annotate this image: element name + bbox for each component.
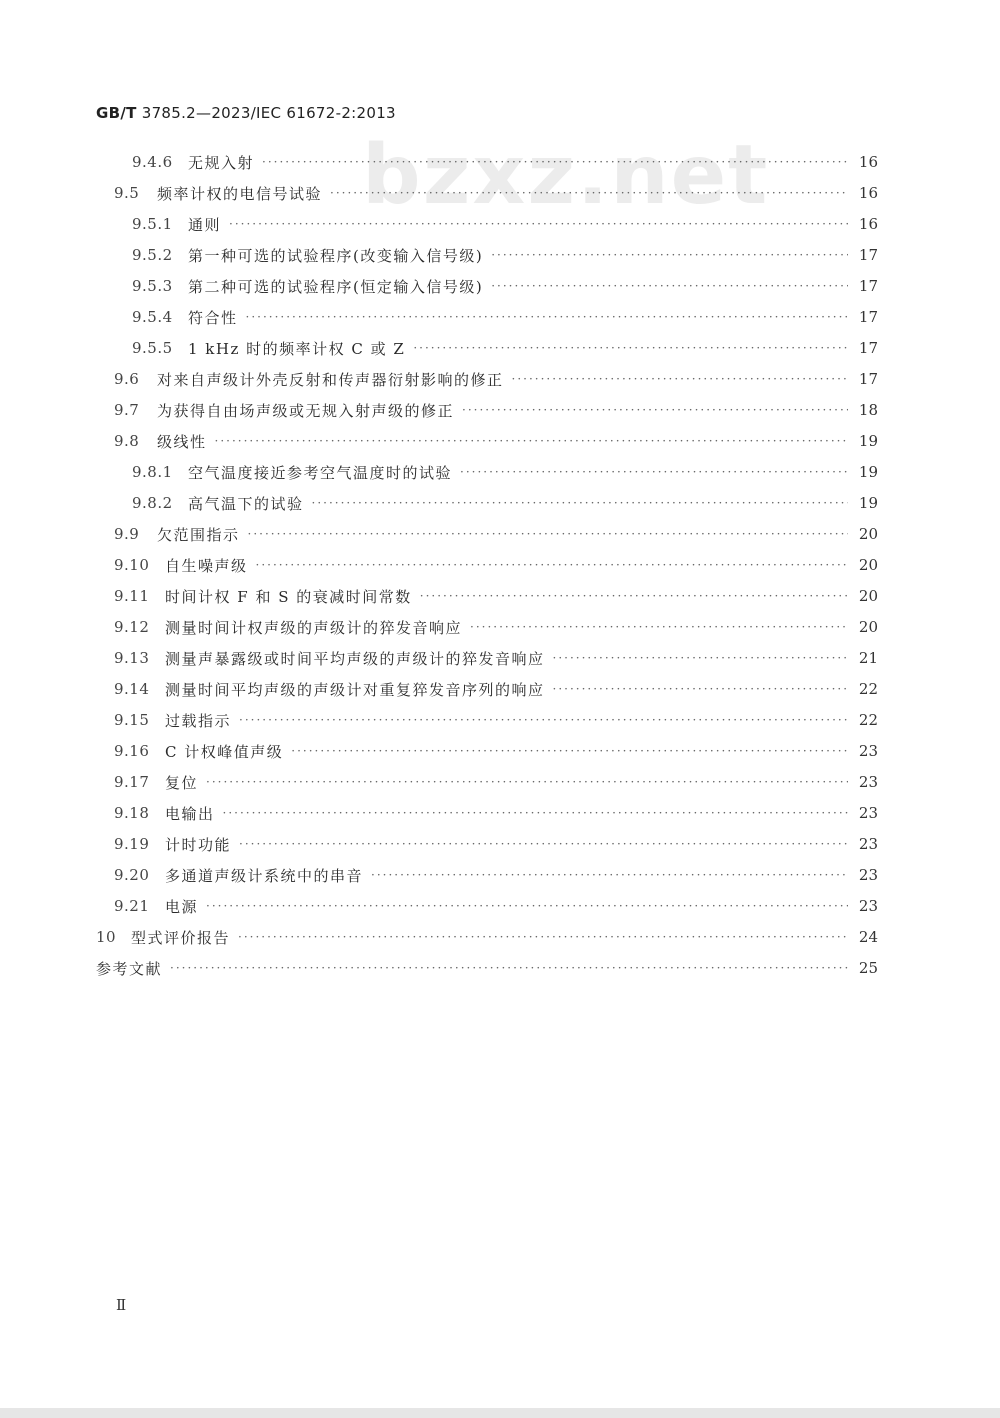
toc-entry-number: 9.8.2 [132,494,173,512]
toc-entry-title: 自生噪声级 [165,556,248,575]
toc-entry-title: 高气温下的试验 [188,494,304,513]
toc-leader-dots [512,372,848,386]
toc-leader-dots [239,713,848,727]
toc-entry-number: 9.8 [114,432,140,450]
toc-entry-title: 过载指示 [165,711,232,730]
toc-entry[interactable] [114,367,878,391]
toc-entry-number: 10 [96,928,117,946]
toc-entry-title: 为获得自由场声级或无规入射声级的修正 [157,401,455,420]
toc-entry-title: 计时功能 [165,835,232,854]
toc-entry-title: 1 kHz 时的频率计权 C 或 Z [188,339,406,358]
toc-entry-number: 9.5.4 [132,308,173,326]
toc-page-number: 16 [858,153,878,171]
toc-entry[interactable] [114,522,878,546]
toc-page-number: 23 [858,835,878,853]
toc-entry[interactable] [96,925,878,949]
toc-leader-dots [239,837,848,851]
toc-entry[interactable] [114,863,878,887]
toc-entry-number: 9.9 [114,525,140,543]
toc-entry-number: 9.8.1 [132,463,173,481]
toc-entry-title: 参考文献 [96,959,163,978]
toc-entry[interactable] [114,677,878,701]
toc-entry[interactable] [132,305,878,329]
toc-page-number: 25 [858,959,878,977]
toc-entry[interactable] [132,274,878,298]
toc-entry-number: 9.21 [114,897,150,915]
toc-page-number: 22 [858,711,878,729]
toc-entry-number: 9.5.2 [132,246,173,264]
toc-entry[interactable] [114,646,878,670]
toc-entry-number: 9.5 [114,184,140,202]
toc-entry-title: 第二种可选的试验程序(恒定输入信号级) [188,277,484,296]
toc-entry-title: 电输出 [165,804,215,823]
toc-entry-number: 9.19 [114,835,150,853]
toc-leader-dots [215,434,848,448]
toc-page-number: 17 [858,246,878,264]
toc-leader-dots [206,899,848,913]
toc-entry[interactable] [132,150,878,174]
toc-entry-title: 多通道声级计系统中的串音 [165,866,364,885]
toc-leader-dots [462,403,848,417]
toc-entry[interactable] [114,584,878,608]
toc-entry-number: 9.5.3 [132,277,173,295]
toc-page-number: 20 [858,556,878,574]
toc-entry-title: 无规入射 [188,153,255,172]
toc-page-number: 20 [858,618,878,636]
toc-entry-number: 9.20 [114,866,150,884]
toc-page-number: 19 [858,494,878,512]
toc-entry-title: 电源 [165,897,199,916]
toc-entry[interactable] [114,770,878,794]
toc-entry[interactable] [114,615,878,639]
toc-entry[interactable] [114,894,878,918]
toc-leader-dots [553,651,848,665]
toc-entry-title: 对来自声级计外壳反射和传声器衍射影响的修正 [157,370,504,389]
toc-entry-title: C 计权峰值声级 [165,742,284,761]
toc-leader-dots [256,558,848,572]
toc-entry-number: 9.5.5 [132,339,173,357]
toc-page-number: 16 [858,215,878,233]
toc-entry-number: 9.13 [114,649,150,667]
toc-entry-number: 9.11 [114,587,150,605]
toc-leader-dots [246,310,848,324]
toc-entry-title: 通则 [188,215,222,234]
toc-entry[interactable] [114,398,878,422]
toc-entry-title: 空气温度接近参考空气温度时的试验 [188,463,453,482]
toc-leader-dots [248,527,848,541]
toc-page-number: 17 [858,370,878,388]
toc-leader-dots [291,744,848,758]
toc-page-number: 21 [858,649,878,667]
toc-entry-title: 频率计权的电信号试验 [157,184,323,203]
toc-entry[interactable] [114,553,878,577]
toc-entry[interactable] [114,708,878,732]
toc-entry[interactable] [114,429,878,453]
toc-entry-title: 测量声暴露级或时间平均声级的声级计的猝发音响应 [165,649,545,668]
toc-leader-dots [491,279,848,293]
toc-entry[interactable] [132,336,878,360]
toc-entry[interactable] [114,801,878,825]
toc-page-number: 24 [858,928,878,946]
toc-entry-title: 第一种可选的试验程序(改变输入信号级) [188,246,484,265]
toc-entry-title: 复位 [165,773,199,792]
toc-page-number: 17 [858,308,878,326]
toc-entry-number: 9.15 [114,711,150,729]
toc-leader-dots [206,775,848,789]
toc-entry-number: 9.12 [114,618,150,636]
toc-entry[interactable] [132,212,878,236]
toc-entry-title: 时间计权 F 和 S 的衰减时间常数 [165,587,412,606]
toc-leader-dots [371,868,848,882]
toc-leader-dots [470,620,848,634]
toc-leader-dots [491,248,848,262]
toc-entry-number: 9.4.6 [132,153,173,171]
toc-entry[interactable] [114,739,878,763]
toc-page-number: 20 [858,587,878,605]
toc-entry[interactable] [96,956,878,980]
toc-leader-dots [170,961,848,975]
toc-entry-number: 9.10 [114,556,150,574]
toc-leader-dots [223,806,848,820]
toc-entry-number: 9.5.1 [132,215,173,233]
toc-entry[interactable] [114,181,878,205]
toc-entry-number: 9.17 [114,773,150,791]
toc-leader-dots [238,930,848,944]
toc-leader-dots [262,155,848,169]
toc-entry-title: 级线性 [157,432,207,451]
toc-page-number: 23 [858,804,878,822]
toc-entry-number: 9.16 [114,742,150,760]
toc-entry-title: 符合性 [188,308,238,327]
toc-page-number: 23 [858,866,878,884]
toc-entry[interactable] [132,460,878,484]
toc-entry[interactable] [132,243,878,267]
toc-leader-dots [553,682,848,696]
toc-entry-title: 测量时间计权声级的声级计的猝发音响应 [165,618,463,637]
toc-leader-dots [330,186,848,200]
toc-page-number: 20 [858,525,878,543]
toc-page-number: 16 [858,184,878,202]
toc-page-number: 17 [858,277,878,295]
toc-entry-title: 欠范围指示 [157,525,240,544]
toc-leader-dots [312,496,848,510]
toc-page-number: 23 [858,897,878,915]
toc-entry-title: 型式评价报告 [131,928,231,947]
standard-prefix: GB/T [96,104,137,122]
toc-leader-dots [229,217,848,231]
toc-page-number: 22 [858,680,878,698]
watermark: bzxz.net [362,128,770,223]
toc-leader-dots [460,465,848,479]
toc-leader-dots [420,589,848,603]
toc-page-number: 18 [858,401,878,419]
toc-entry[interactable] [114,832,878,856]
page-bottom-edge [0,1408,1000,1418]
toc-entry[interactable] [132,491,878,515]
toc-entry-number: 9.6 [114,370,140,388]
standard-number: 3785.2—2023/IEC 61672-2:2013 [141,104,396,122]
page-header [96,104,396,122]
toc-entry-number: 9.18 [114,804,150,822]
toc-page-number: 19 [858,432,878,450]
toc-page-number: 23 [858,742,878,760]
toc-entry-title: 测量时间平均声级的声级计对重复猝发音序列的响应 [165,680,545,699]
toc-entry-number: 9.14 [114,680,150,698]
page-number-footer: Ⅱ [116,1296,127,1314]
toc-leader-dots [413,341,848,355]
toc-page-number: 19 [858,463,878,481]
toc-page-number: 17 [858,339,878,357]
toc-entry-number: 9.7 [114,401,140,419]
toc-page-number: 23 [858,773,878,791]
